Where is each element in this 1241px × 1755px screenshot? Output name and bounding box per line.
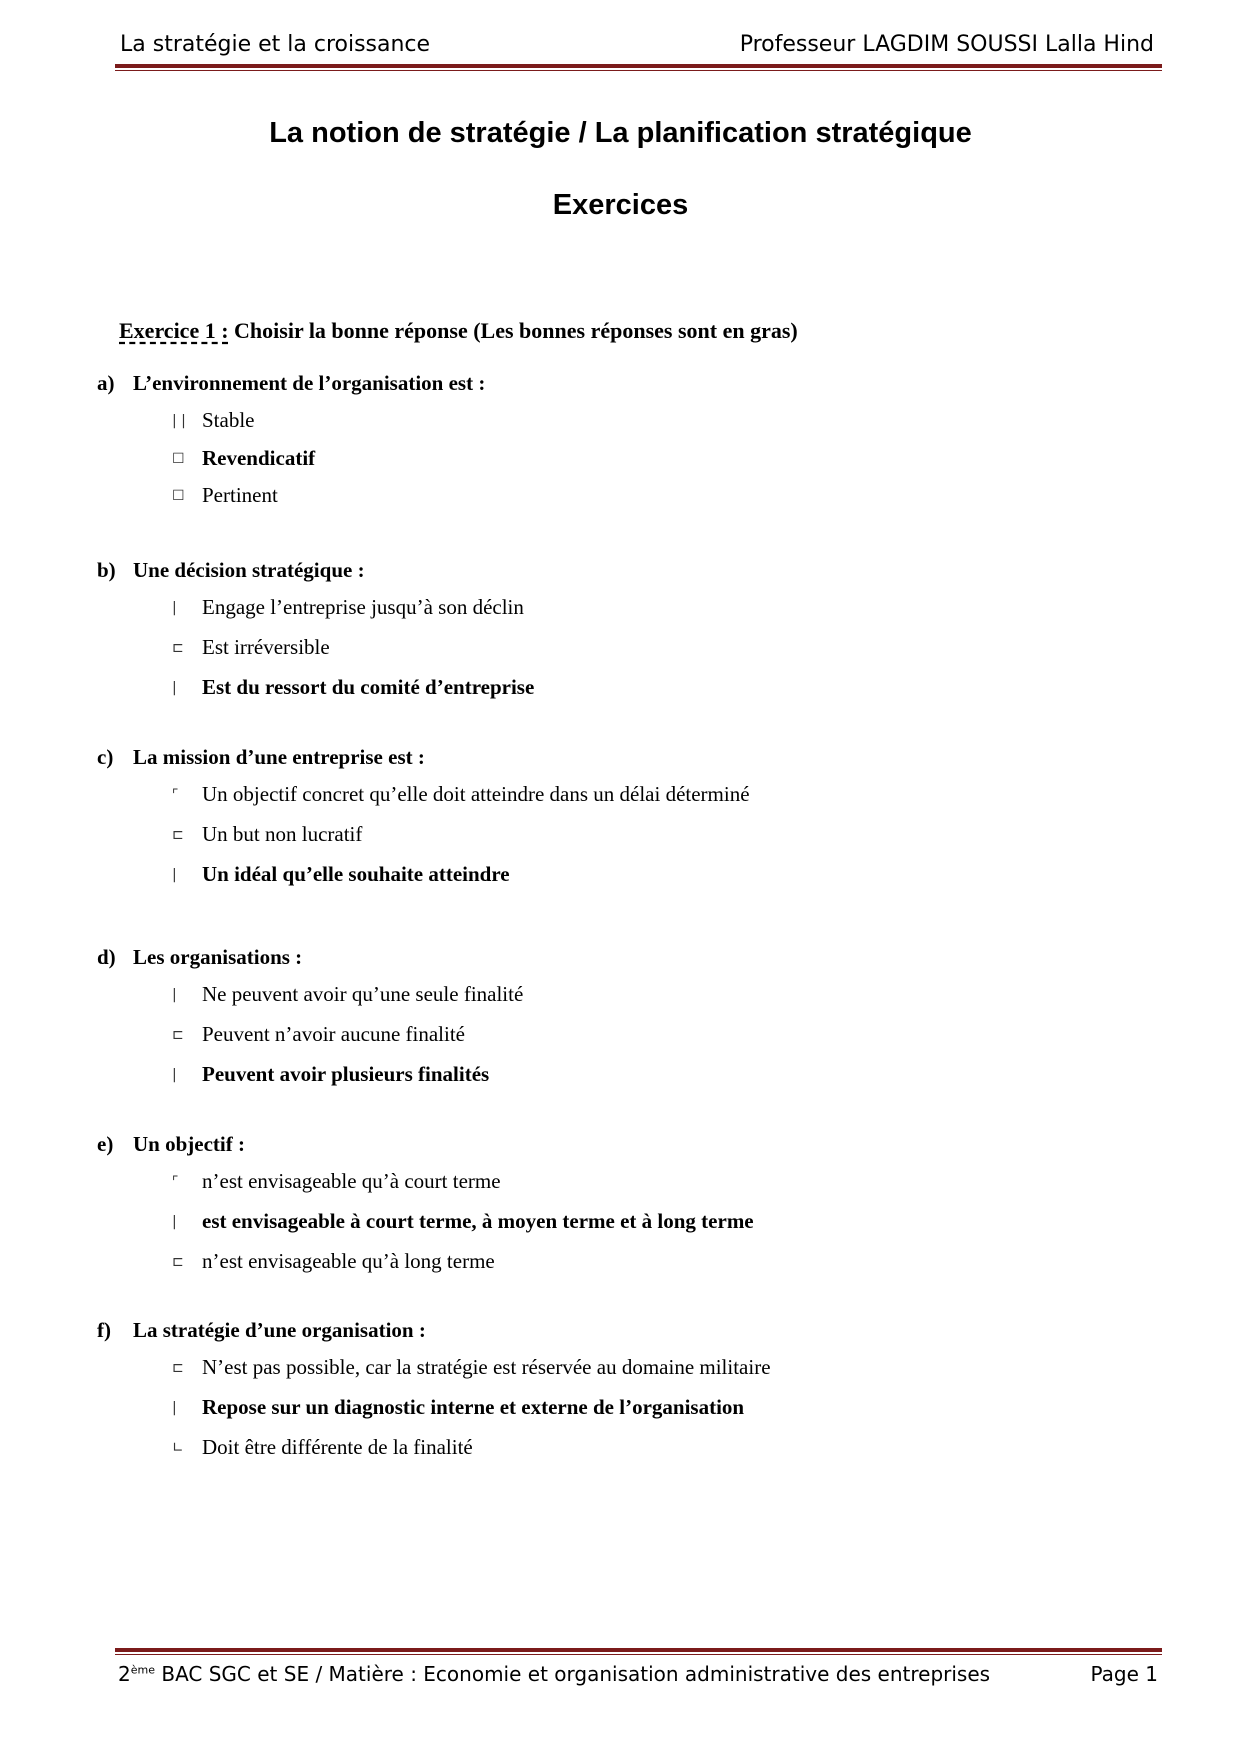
question-text: La mission d’une entreprise est :	[133, 745, 425, 769]
footer-level-num: 2	[118, 1662, 131, 1686]
question-6	[97, 1318, 426, 1343]
document-title: La notion de stratégie / La planification stratégique	[269, 117, 972, 149]
checkbox-icon[interactable]: ⊏	[172, 1360, 184, 1376]
question-text: Une décision stratégique :	[133, 558, 365, 582]
checkbox-icon[interactable]: | |	[172, 413, 186, 429]
checkbox-icon[interactable]: |	[172, 987, 177, 1003]
answer-option[interactable]	[172, 595, 524, 620]
page-header	[118, 28, 1158, 62]
option-text: Peuvent n’avoir aucune finalité	[202, 1022, 465, 1046]
option-text: Peuvent avoir plusieurs finalités	[202, 1062, 490, 1086]
checkbox-icon[interactable]: |	[172, 1214, 177, 1230]
correct-answer-option[interactable]	[172, 1395, 744, 1420]
option-text: Engage l’entreprise jusqu’à son déclin	[202, 595, 524, 619]
correct-answer-option[interactable]	[172, 1062, 489, 1087]
exercise-instruction: Choisir la bonne réponse (Les bonnes réponses sont en gras)	[234, 318, 798, 343]
checkbox-icon[interactable]: ☐	[172, 488, 185, 504]
question-letter: a)	[97, 371, 115, 395]
answer-option[interactable]	[172, 1355, 771, 1380]
option-text: Doit être différente de la finalité	[202, 1435, 473, 1459]
answer-option[interactable]	[172, 982, 523, 1007]
exercise-heading	[119, 318, 798, 344]
correct-answer-option[interactable]	[172, 1209, 754, 1234]
question-letter: c)	[97, 745, 114, 769]
option-text: Un idéal qu’elle souhaite atteindre	[202, 862, 510, 886]
option-text: Est du ressort du comité d’entreprise	[202, 675, 535, 699]
question-text: La stratégie d’une organisation :	[133, 1318, 426, 1342]
footer-course-text: BAC SGC et SE / Matière : Economie et organisation administrative des entreprises	[155, 1662, 991, 1686]
question-text: L’environnement de l’organisation est :	[133, 371, 486, 395]
option-text: Un objectif concret qu’elle doit atteindre dans un délai déterminé	[202, 782, 750, 806]
checkbox-icon[interactable]: |	[172, 867, 177, 883]
checkbox-icon[interactable]: ∟	[172, 1440, 184, 1456]
answer-option[interactable]	[172, 1435, 473, 1460]
header-rule	[115, 64, 1162, 71]
option-text: Est irréversible	[202, 635, 330, 659]
option-text: n’est envisageable qu’à court terme	[202, 1169, 501, 1193]
answer-option[interactable]	[172, 822, 362, 847]
question-letter: e)	[97, 1132, 114, 1156]
checkbox-icon[interactable]: ⌜	[172, 787, 179, 803]
question-text: Les organisations :	[133, 945, 303, 969]
answer-option[interactable]	[172, 782, 750, 807]
header-left: La stratégie et la croissance	[120, 32, 431, 57]
question-letter: f)	[97, 1318, 111, 1342]
answer-option[interactable]	[172, 1169, 501, 1194]
question-letter: d)	[97, 945, 116, 969]
header-right: Professeur LAGDIM SOUSSI Lalla Hind	[739, 32, 1154, 57]
option-text: n’est envisageable qu’à long terme	[202, 1249, 495, 1273]
correct-answer-option[interactable]	[172, 446, 315, 471]
checkbox-icon[interactable]: ☐	[172, 451, 185, 467]
question-1	[97, 371, 485, 396]
document-subtitle: Exercices	[552, 189, 689, 221]
option-text: est envisageable à court terme, à moyen terme et à long terme	[202, 1209, 754, 1233]
page-number: Page 1	[1090, 1662, 1158, 1686]
option-text: Revendicatif	[202, 446, 316, 470]
exercise-label: Exercice 1 :	[119, 318, 229, 343]
answer-option[interactable]	[172, 635, 330, 660]
option-text: N’est pas possible, car la stratégie est réservée au domaine militaire	[202, 1355, 771, 1379]
question-text: Un objectif :	[133, 1132, 245, 1156]
footer-rule	[115, 1648, 1162, 1655]
option-text: Ne peuvent avoir qu’une seule finalité	[202, 982, 524, 1006]
question-letter: b)	[97, 558, 116, 582]
answer-option[interactable]	[172, 408, 255, 433]
checkbox-icon[interactable]: ⌜	[172, 1174, 179, 1190]
checkbox-icon[interactable]: ⊏	[172, 1027, 184, 1043]
checkbox-icon[interactable]: ⊏	[172, 640, 184, 656]
checkbox-icon[interactable]: |	[172, 1067, 177, 1083]
answer-option[interactable]	[172, 1249, 495, 1274]
answer-option[interactable]	[172, 1022, 465, 1047]
answer-option[interactable]	[172, 483, 278, 508]
question-4	[97, 945, 302, 970]
correct-answer-option[interactable]	[172, 862, 510, 887]
footer-level-sup: ème	[130, 1663, 155, 1677]
checkbox-icon[interactable]: ⊏	[172, 1254, 184, 1270]
question-3	[97, 745, 425, 770]
option-text: Repose sur un diagnostic interne et externe de l’organisation	[202, 1395, 745, 1419]
question-2	[97, 558, 365, 583]
option-text: Stable	[202, 408, 255, 432]
checkbox-icon[interactable]: |	[172, 680, 177, 696]
checkbox-icon[interactable]: ⊏	[172, 827, 184, 843]
checkbox-icon[interactable]: |	[172, 1400, 177, 1416]
option-text: Un but non lucratif	[202, 822, 363, 846]
checkbox-icon[interactable]: |	[172, 600, 177, 616]
correct-answer-option[interactable]	[172, 675, 534, 700]
option-text: Pertinent	[202, 483, 278, 507]
question-5	[97, 1132, 245, 1157]
footer-course	[118, 1662, 990, 1686]
